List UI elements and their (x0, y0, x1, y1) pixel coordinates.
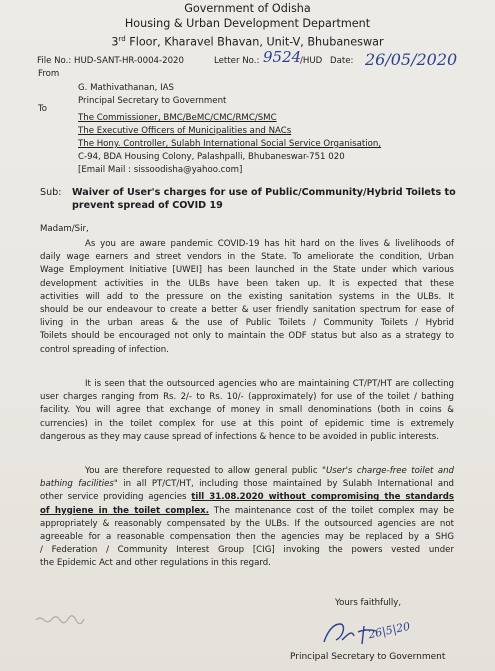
signature-date: 26|5|20 (367, 619, 412, 642)
file-number: File No.: HUD-SANT-HR-0004-2020 (37, 56, 184, 66)
paragraph-line: agreeable for a reasonable compensation then the agencies may be replaced by a SHG (40, 532, 454, 543)
date-label: Date: (330, 56, 354, 66)
paragraph-line: control spreading of infection. (40, 344, 169, 355)
paragraph-line: of hygiene in the toilet complex. The maintenance cost of the toilet complex may be (40, 505, 455, 516)
paragraph-line: You are therefore requested to allow general public "User's charge-free toilet and (85, 466, 455, 476)
letter-number-suffix: /HUD (300, 56, 323, 66)
recipient-email: [Email Mail : sissoodisha@yahoo.com] (78, 165, 243, 175)
paragraph-line: facility. You will agree that exchange of money in small denominations (both in coins & (40, 405, 454, 416)
deadline-emphasis: till 31.08.2020 without compromising the standards (191, 492, 454, 503)
header-department: Housing & Urban Development Department (124, 17, 371, 30)
paragraph-line: other service providing agencies till 31.08.2020 without compromising the standards (40, 492, 454, 503)
paragraph-line: It is seen that the outsourced agencies who are maintaining CT/PT/HT are collecting (85, 379, 454, 389)
subject-line: Waiver of User's charges for use of Public/Community/Hybrid Toilets to (72, 187, 456, 198)
letter-number-handwritten: 9524 (263, 48, 302, 66)
header-address: 3rd Floor, Kharavel Bhavan, Unit-V, Bhubaneswar (111, 35, 384, 49)
paragraph-line: currencies) in the toilet complex for use at this point of epidemic time is extremely (40, 418, 454, 429)
faded-stamp (35, 614, 85, 624)
paragraph-1 (40, 238, 454, 357)
sender-name: G. Mathivathanan, IAS (78, 83, 174, 93)
paragraph-line: the Epidemic Act and other regulations in this regard. (40, 558, 271, 569)
paragraph-line: development activities in the ULBs have been taken up. It is expected that these (40, 278, 454, 289)
paragraph-line: should be our endeavour to create a better & user friendly sanitation spectrum for ease of (40, 305, 454, 316)
paragraph-line: dangerous as they may cause spread of infections & hence to be avoided in public interests. (40, 431, 439, 442)
paragraph-line: Toilets should be encouraged not only to maintain the ODF status but also as a strategy to (40, 331, 454, 342)
paragraph-line: user charges ranging from Rs. 2/- to Rs. 10/- (approximately) for use of the toilet / bathing (40, 392, 454, 403)
hygiene-emphasis: of hygiene in the toilet complex. (40, 505, 209, 516)
paragraph-2 (40, 378, 454, 444)
recipient-line: The Executive Officers of Municipalities and NACs (78, 126, 292, 136)
paragraph-line: living in the urban areas & the use of Public Toilets / Community Toilets / Hybrid (40, 318, 454, 329)
date-handwritten: 26/05/2020 (365, 50, 458, 69)
signatory-designation: Principal Secretary to Government (290, 652, 446, 662)
recipient-line: C-94, BDA Housing Colony, Palashpalli, Bhubaneswar-751 020 (78, 152, 345, 162)
sender-title: Principal Secretary to Government (78, 96, 227, 106)
paragraph-line: Wage Employment Initiative [UWEI] has been launched in the State under which various (40, 265, 454, 276)
subject-line: prevent spread of COVID 19 (72, 200, 223, 211)
yours-faithfully: Yours faithfully, (335, 598, 402, 608)
paragraph-line: As you are aware pandemic COVID-19 has hit hard on the lives & livelihoods of (85, 239, 454, 249)
subject-prefix: Sub: (40, 187, 62, 198)
paragraph-line: bathing facilities" in all PT/CT/HT, including those maintained by Sulabh International and (40, 479, 454, 490)
recipient-line: The Commissioner, BMC/BeMC/CMC/RMC/SMC (78, 113, 277, 123)
letter-number-label: Letter No.: (214, 56, 260, 66)
header-government: Government of Odisha (184, 2, 311, 15)
from-label: From (38, 69, 60, 79)
recipient-line: The Hony. Controller, Sulabh International Social Service Organisation, (78, 139, 382, 149)
paragraph-line: appropriately & reasonably compensated by the ULBs. If the outsourced agencies are not (40, 518, 454, 529)
paragraph-line: / Federation / Community Interest Group [CIG] invoking the powers vested under (40, 545, 454, 556)
paragraph-line: activities will add to the pressure on the existing sanitation systems in the ULBs. It (40, 291, 454, 302)
salutation: Madam/Sir, (40, 224, 89, 234)
to-label: To (38, 104, 48, 114)
paragraph-line: daily wage earners and street vendors in the State. To ameliorate the condition, Urban (40, 252, 454, 263)
paragraph-3 (40, 465, 454, 571)
